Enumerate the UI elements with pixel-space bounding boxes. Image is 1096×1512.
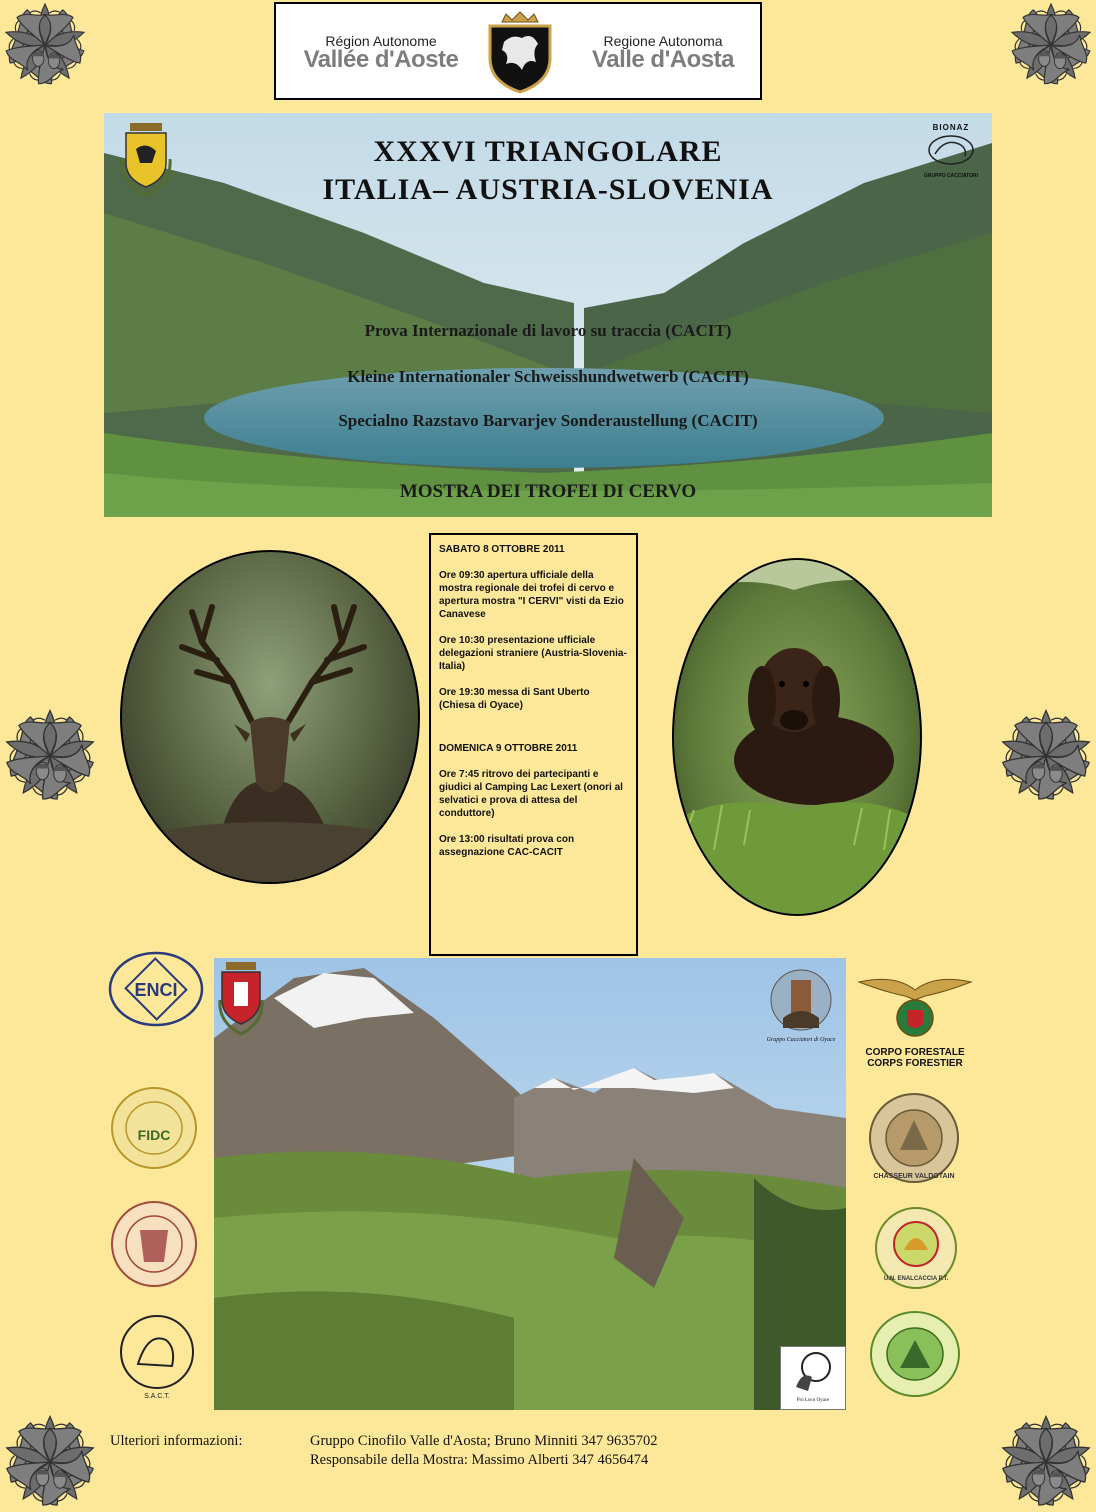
event-subtitle-german: Kleine Internationaler Schweisshundwetwerb (CACIT) (347, 367, 749, 386)
region-label-big: Valle d'Aosta (592, 46, 734, 73)
region-label-small: Région Autonome (325, 33, 437, 49)
lake-banner (104, 113, 992, 517)
logo-label: Pro Loco Oyace (796, 1398, 830, 1403)
oak-leaf-icon (0, 1412, 100, 1512)
schedule-item: Ore 7:45 ritrovo dei partecipanti e giudici al Camping Lac Lexert (onori al selvatici e prova di attesa del conduttore) (439, 769, 623, 819)
schedule-item: Ore 19:30 messa di Sant Uberto (Chiesa di Oyace) (439, 687, 590, 711)
hunters-federation-logo (868, 1310, 962, 1398)
oyace-hunters-logo (762, 968, 840, 1048)
event-title-line1: XXXVI TRIANGOLARE (373, 135, 723, 168)
eagle-emblem-icon (855, 960, 975, 1042)
event-subtitle-italian: Prova Internazionale di lavoro su traccia (CACIT) (364, 321, 732, 340)
region-label-small: Regione Autonoma (603, 33, 723, 49)
chasseur-valdotain-logo (868, 1092, 960, 1184)
logo-label: Gruppo Cacciatori di Oyace (766, 1037, 836, 1043)
region-coat-of-arms-icon (482, 10, 558, 94)
pro-loco-emblem-icon (788, 1347, 838, 1393)
pro-loco-logo (780, 1346, 846, 1410)
sact-logo (114, 1312, 200, 1400)
schedule-item: Ore 09:30 apertura ufficiale della mostra regionale dei trofei di cervo e apertura mostra "I CERVI" visti da Ezio Canavese (439, 570, 624, 620)
dog-photo (672, 558, 922, 916)
oak-leaf-icon (0, 0, 90, 90)
valley-landscape-image (214, 958, 846, 1410)
footer-contact-line2: Responsabile della Mostra: Massimo Alberti 347 4656474 (310, 1452, 649, 1468)
region-name-french (286, 34, 476, 72)
chasseur-logo-text: CHASSEUR VALDOTAIN (873, 1173, 955, 1180)
corpo-forestale-logo (852, 960, 978, 1076)
oak-leaf-icon (996, 1412, 1096, 1512)
event-subtitle-slovenian: Specialno Razstavo Barvarjev Sonderaustellung (CACIT) (338, 411, 758, 430)
enci-logo-text: ENCI (134, 980, 178, 1000)
valley-photo (214, 958, 846, 1410)
logo-label: CORPO FORESTALE (865, 1047, 965, 1058)
region-name-italian (568, 34, 758, 72)
dog-image (674, 560, 920, 914)
sact-logo-text: S.A.C.T. (144, 1393, 170, 1400)
footer-contact-line1: Gruppo Cinofilo Valle d'Aosta; Bruno Minniti 347 9635702 (310, 1433, 658, 1449)
region-header-box (274, 2, 762, 100)
schedule-item: Ore 10:30 presentazione ufficiale delegazioni straniere (Austria-Slovenia-Italia) (439, 635, 627, 672)
oak-leaf-icon (1006, 0, 1096, 90)
schedule-day-saturday: SABATO 8 OTTOBRE 2011 (439, 544, 565, 555)
deer-image (122, 552, 418, 882)
hunting-group-logo (110, 1200, 198, 1288)
logo-label: BIONAZ (932, 123, 970, 132)
deer-photo (120, 550, 420, 884)
oak-leaf-icon (996, 706, 1096, 806)
event-title-line2: ITALIA– AUSTRIA-SLOVENIA (322, 173, 774, 206)
tower-emblem-icon (769, 968, 833, 1032)
logo-label: GRUPPO CACCIATORI (924, 173, 978, 179)
municipal-crest-icon (216, 960, 266, 1038)
schedule-box (429, 533, 638, 956)
fidc-logo (108, 1086, 200, 1170)
footer-info-label: Ulteriori informazioni: (110, 1433, 243, 1449)
region-label-big: Vallée d'Aoste (303, 46, 459, 73)
trophy-exhibition-title: MOSTRA DEI TROFEI DI CERVO (399, 481, 697, 502)
schedule-day-sunday: DOMENICA 9 OTTOBRE 2011 (439, 743, 578, 754)
oak-leaf-icon (0, 706, 100, 806)
fidc-logo-text: FIDC (137, 1127, 171, 1143)
enci-logo (108, 950, 204, 1028)
enalcaccia-logo (874, 1206, 958, 1290)
enalcaccia-logo-text: U.N. ENALCACCIA P.T. (883, 1276, 949, 1282)
logo-label: CORPS FORESTIER (867, 1058, 963, 1069)
schedule-item: Ore 13:00 risultati prova con assegnazione CAC-CACIT (439, 834, 575, 858)
